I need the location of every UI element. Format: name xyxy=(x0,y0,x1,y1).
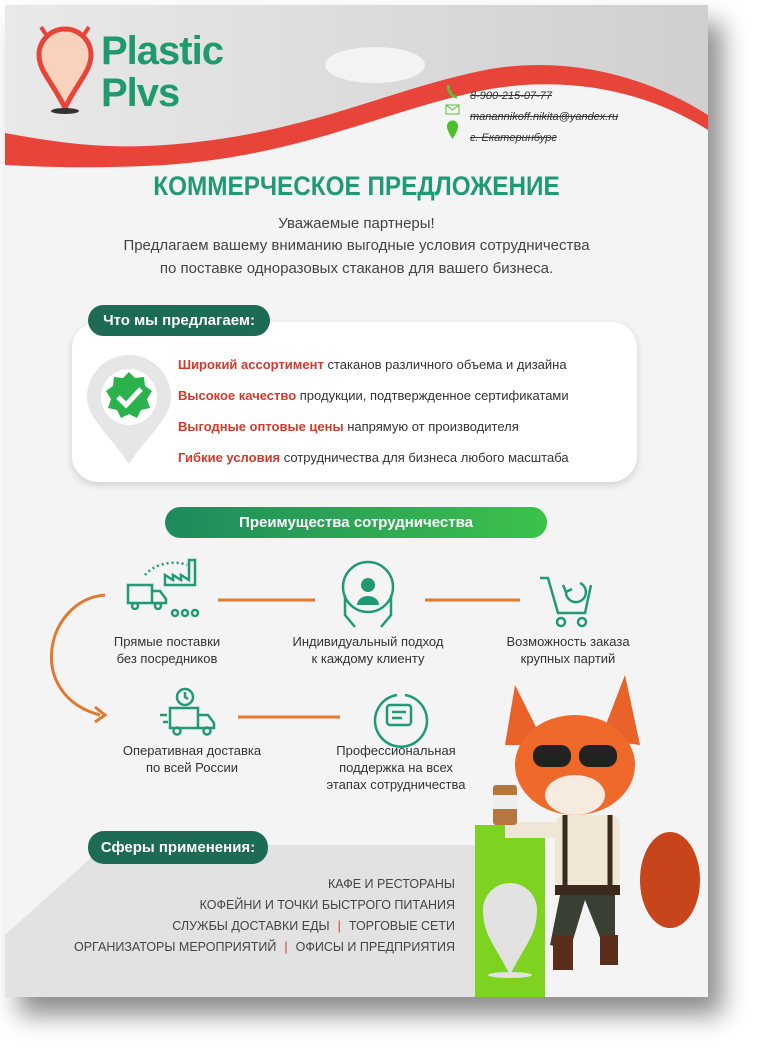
sphere-row: СЛУЖБЫ ДОСТАВКИ ЕДЫ | ТОРГОВЫЕ СЕТИ xyxy=(172,919,455,933)
offer-item xyxy=(178,450,569,465)
flyer-page xyxy=(5,5,708,997)
contact-address: г. Екатеринбург xyxy=(470,132,557,144)
logo-line2: Plvs xyxy=(101,71,180,115)
page-title: КОММЕРЧЕСКОЕ ПРЕДЛОЖЕНИЕ xyxy=(153,171,560,201)
fox-pin-logo-icon xyxy=(33,23,97,118)
phone-icon xyxy=(448,85,457,97)
intro-line: Предлагаем вашему вниманию выгодные условия сотрудничества xyxy=(123,237,590,254)
delivery-truck-clock-icon xyxy=(160,689,214,735)
contact-icons xyxy=(445,83,461,143)
offer-item-bold: Гибкие условия xyxy=(178,450,281,465)
cart-reorder-icon xyxy=(540,578,591,626)
intro-line: Уважаемые партнеры! xyxy=(278,215,435,232)
offer-item xyxy=(178,388,569,403)
advantage-label: Индивидуальный подход к каждому клиенту xyxy=(292,634,444,666)
support-chat-icon xyxy=(375,695,427,747)
offer-item-text: стаканов различного объема и дизайна xyxy=(323,357,567,372)
sphere-row: ОРГАНИЗАТОРЫ МЕРОПРИЯТИЙ | ОФИСЫ И ПРЕДПРИЯТИЯ xyxy=(74,940,455,954)
advantages-heading: Преимущества сотрудничества xyxy=(165,507,547,538)
intro-line: по поставке одноразовых стаканов для вашего бизнеса. xyxy=(159,260,554,277)
logo-line1: Plastic xyxy=(101,29,223,73)
offer-item-text: напрямую от производителя xyxy=(343,419,519,434)
advantage-label: Возможность заказа крупных партий xyxy=(506,634,630,666)
offer-item-bold: Широкий ассортимент xyxy=(178,357,324,372)
location-icon xyxy=(447,121,458,140)
contact-phone[interactable]: 8-900-215-07-77 xyxy=(470,90,552,102)
offer-item-text: сотрудничества для бизнеса любого масштаба xyxy=(280,450,569,465)
advantage-label: Профессиональная поддержка на всех этапах сотрудничества xyxy=(326,743,466,792)
offer-item-bold: Выгодные оптовые цены xyxy=(178,419,344,434)
offer-item-text: продукции, подтвержденное сертификатами xyxy=(296,388,569,403)
sphere-row: КАФЕ И РЕСТОРАНЫ xyxy=(328,877,455,891)
advantage-label: Оперативная доставка по всей России xyxy=(122,743,262,775)
hands-client-icon xyxy=(343,562,393,627)
offer-heading: Что мы предлагаем: xyxy=(88,305,270,336)
factory-truck-icon xyxy=(128,560,198,616)
contact-email[interactable]: manannikoff.nikita@yandex.ru xyxy=(470,111,619,123)
advantage-label: Прямые поставки без посредников xyxy=(113,634,221,666)
quality-badge-icon xyxy=(84,352,174,467)
offer-item-bold: Высокое качество xyxy=(178,388,297,403)
offer-item xyxy=(178,357,567,372)
offer-item xyxy=(178,419,519,434)
fox-mascot-illustration xyxy=(475,665,705,975)
sphere-row: КОФЕЙНИ И ТОЧКИ БЫСТРОГО ПИТАНИЯ xyxy=(199,898,455,912)
plastic-plus-logo xyxy=(33,23,273,118)
spheres-heading: Сферы применения: xyxy=(88,831,268,864)
